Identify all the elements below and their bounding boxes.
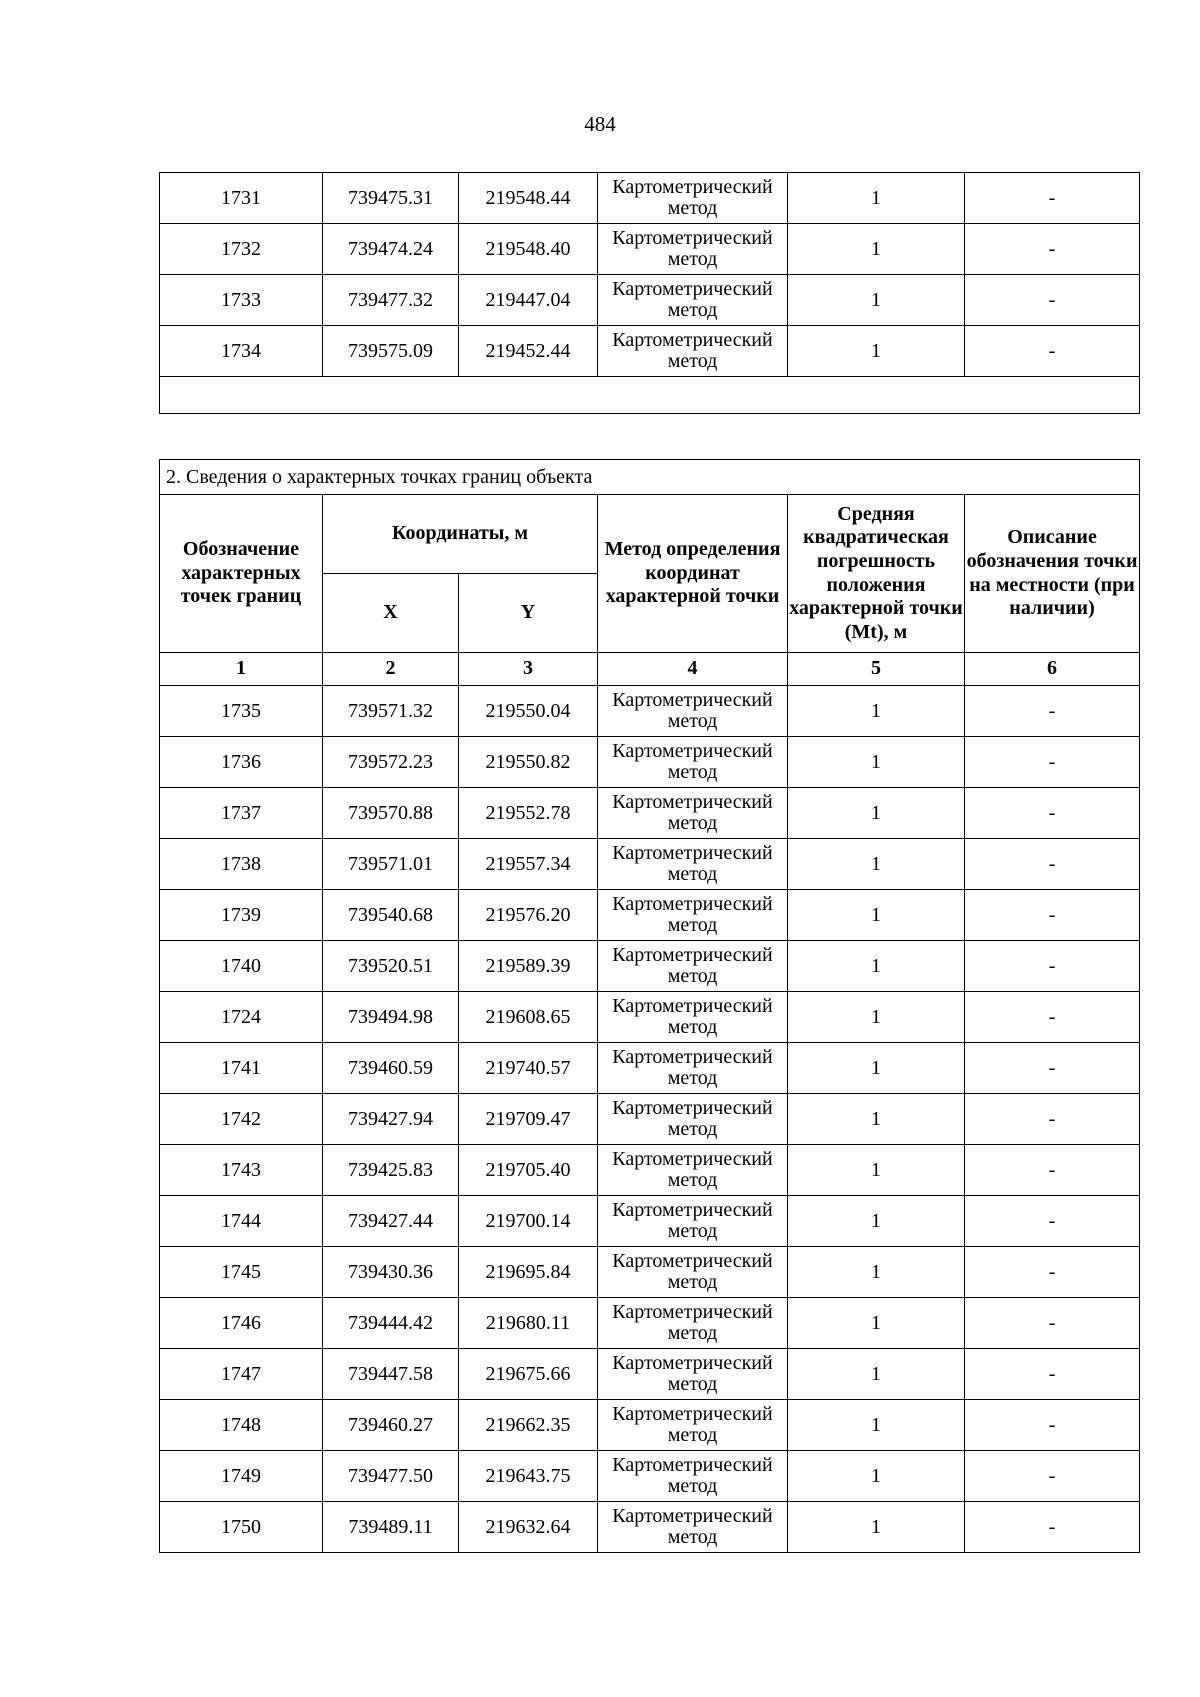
method-cell: Картометрический метод [598,1298,788,1349]
point-id-cell: 1741 [160,1043,323,1094]
table-row [160,1145,1140,1196]
column-number: 6 [965,653,1140,686]
point-id-cell: 1734 [160,326,323,377]
description-cell: - [965,1247,1140,1298]
description-cell: - [965,1349,1140,1400]
point-id-cell: 1737 [160,788,323,839]
header-y: Y [459,574,598,653]
description-cell: - [965,224,1140,275]
y-coordinate-cell: 219675.66 [459,1349,598,1400]
table-row [160,173,1140,224]
table-row [160,890,1140,941]
table-row [160,1043,1140,1094]
table-row [160,686,1140,737]
x-coordinate-cell: 739444.42 [323,1298,459,1349]
x-coordinate-cell: 739427.44 [323,1196,459,1247]
x-coordinate-cell: 739425.83 [323,1145,459,1196]
method-cell: Картометрический метод [598,788,788,839]
error-cell: 1 [788,224,965,275]
header-error: Средняя квадратическая погрешность положения характерной точки (Mt), м [788,495,965,653]
method-cell: Картометрический метод [598,941,788,992]
x-coordinate-cell: 739427.94 [323,1094,459,1145]
column-number: 1 [160,653,323,686]
description-cell: - [965,1502,1140,1553]
method-cell: Картометрический метод [598,1400,788,1451]
continued-points-table [159,172,1140,414]
y-coordinate-cell: 219608.65 [459,992,598,1043]
table-row [160,839,1140,890]
header-description: Описание обозначения точки на местности (при наличии) [965,495,1140,653]
error-cell: 1 [788,1298,965,1349]
method-cell: Картометрический метод [598,275,788,326]
y-coordinate-cell: 219548.40 [459,224,598,275]
description-cell: - [965,1196,1140,1247]
y-coordinate-cell: 219552.78 [459,788,598,839]
description-cell: - [965,1400,1140,1451]
description-cell: - [965,1451,1140,1502]
header-designation: Обозначение характерных точек границ [160,495,323,653]
description-cell: - [965,686,1140,737]
y-coordinate-cell: 219550.82 [459,737,598,788]
point-id-cell: 1750 [160,1502,323,1553]
table-row [160,737,1140,788]
error-cell: 1 [788,788,965,839]
x-coordinate-cell: 739571.32 [323,686,459,737]
error-cell: 1 [788,1145,965,1196]
x-coordinate-cell: 739494.98 [323,992,459,1043]
page-number: 484 [584,112,616,136]
point-id-cell: 1746 [160,1298,323,1349]
table-row [160,1196,1140,1247]
description-cell: - [965,326,1140,377]
y-coordinate-cell: 219709.47 [459,1094,598,1145]
header-coordinates: Координаты, м [323,495,598,574]
x-coordinate-cell: 739430.36 [323,1247,459,1298]
error-cell: 1 [788,992,965,1043]
table-row [160,1298,1140,1349]
method-cell: Картометрический метод [598,839,788,890]
x-coordinate-cell: 739460.27 [323,1400,459,1451]
error-cell: 1 [788,686,965,737]
x-coordinate-cell: 739460.59 [323,1043,459,1094]
y-coordinate-cell: 219452.44 [459,326,598,377]
point-id-cell: 1724 [160,992,323,1043]
x-coordinate-cell: 739570.88 [323,788,459,839]
method-cell: Картометрический метод [598,686,788,737]
error-cell: 1 [788,173,965,224]
method-cell: Картометрический метод [598,1145,788,1196]
error-cell: 1 [788,1247,965,1298]
point-id-cell: 1733 [160,275,323,326]
error-cell: 1 [788,1400,965,1451]
x-coordinate-cell: 739477.32 [323,275,459,326]
y-coordinate-cell: 219700.14 [459,1196,598,1247]
y-coordinate-cell: 219550.04 [459,686,598,737]
point-id-cell: 1735 [160,686,323,737]
error-cell: 1 [788,941,965,992]
point-id-cell: 1739 [160,890,323,941]
description-cell: - [965,941,1140,992]
method-cell: Картометрический метод [598,1349,788,1400]
error-cell: 1 [788,1349,965,1400]
description-cell: - [965,1145,1140,1196]
y-coordinate-cell: 219576.20 [459,890,598,941]
description-cell: - [965,275,1140,326]
table-row [160,1247,1140,1298]
error-cell: 1 [788,1043,965,1094]
header-method: Метод определения координат характерной точки [598,495,788,653]
point-id-cell: 1740 [160,941,323,992]
description-cell: - [965,737,1140,788]
method-cell: Картометрический метод [598,737,788,788]
y-coordinate-cell: 219632.64 [459,1502,598,1553]
y-coordinate-cell: 219589.39 [459,941,598,992]
section-title: 2. Сведения о характерных точках границ объекта [160,460,1140,495]
point-id-cell: 1736 [160,737,323,788]
x-coordinate-cell: 739572.23 [323,737,459,788]
y-coordinate-cell: 219548.44 [459,173,598,224]
error-cell: 1 [788,326,965,377]
error-cell: 1 [788,1502,965,1553]
point-id-cell: 1748 [160,1400,323,1451]
x-coordinate-cell: 739489.11 [323,1502,459,1553]
point-id-cell: 1732 [160,224,323,275]
continued-points-body [160,173,1140,377]
description-cell: - [965,839,1140,890]
x-coordinate-cell: 739475.31 [323,173,459,224]
method-cell: Картометрический метод [598,1196,788,1247]
error-cell: 1 [788,1196,965,1247]
point-id-cell: 1743 [160,1145,323,1196]
x-coordinate-cell: 739447.58 [323,1349,459,1400]
description-cell: - [965,1043,1140,1094]
point-id-cell: 1749 [160,1451,323,1502]
table-row [160,224,1140,275]
y-coordinate-cell: 219680.11 [459,1298,598,1349]
x-coordinate-cell: 739575.09 [323,326,459,377]
x-coordinate-cell: 739571.01 [323,839,459,890]
column-number: 4 [598,653,788,686]
point-id-cell: 1744 [160,1196,323,1247]
method-cell: Картометрический метод [598,890,788,941]
table-row [160,941,1140,992]
method-cell: Картометрический метод [598,1043,788,1094]
description-cell: - [965,1298,1140,1349]
y-coordinate-cell: 219447.04 [459,275,598,326]
table-row [160,1400,1140,1451]
point-id-cell: 1745 [160,1247,323,1298]
column-number: 3 [459,653,598,686]
y-coordinate-cell: 219557.34 [459,839,598,890]
column-number: 2 [323,653,459,686]
error-cell: 1 [788,1451,965,1502]
description-cell: - [965,992,1140,1043]
x-coordinate-cell: 739540.68 [323,890,459,941]
header-x: X [323,574,459,653]
y-coordinate-cell: 219643.75 [459,1451,598,1502]
method-cell: Картометрический метод [598,992,788,1043]
y-coordinate-cell: 219705.40 [459,1145,598,1196]
method-cell: Картометрический метод [598,224,788,275]
y-coordinate-cell: 219695.84 [459,1247,598,1298]
table-row [160,788,1140,839]
method-cell: Картометрический метод [598,1247,788,1298]
x-coordinate-cell: 739474.24 [323,224,459,275]
description-cell: - [965,890,1140,941]
table-row [160,275,1140,326]
method-cell: Картометрический метод [598,326,788,377]
y-coordinate-cell: 219662.35 [459,1400,598,1451]
y-coordinate-cell: 219740.57 [459,1043,598,1094]
empty-row [160,377,1140,414]
description-cell: - [965,173,1140,224]
method-cell: Картометрический метод [598,1502,788,1553]
point-id-cell: 1747 [160,1349,323,1400]
method-cell: Картометрический метод [598,173,788,224]
column-number: 5 [788,653,965,686]
error-cell: 1 [788,839,965,890]
method-cell: Картометрический метод [598,1451,788,1502]
boundary-points-table [159,459,1140,1553]
point-id-cell: 1738 [160,839,323,890]
error-cell: 1 [788,890,965,941]
table-row [160,992,1140,1043]
table-row [160,1349,1140,1400]
error-cell: 1 [788,275,965,326]
error-cell: 1 [788,1094,965,1145]
table-row [160,326,1140,377]
table-row [160,1451,1140,1502]
point-id-cell: 1731 [160,173,323,224]
method-cell: Картометрический метод [598,1094,788,1145]
x-coordinate-cell: 739520.51 [323,941,459,992]
x-coordinate-cell: 739477.50 [323,1451,459,1502]
table-row [160,1502,1140,1553]
table-row [160,1094,1140,1145]
boundary-points-body [160,686,1140,1553]
point-id-cell: 1742 [160,1094,323,1145]
error-cell: 1 [788,737,965,788]
description-cell: - [965,1094,1140,1145]
description-cell: - [965,788,1140,839]
